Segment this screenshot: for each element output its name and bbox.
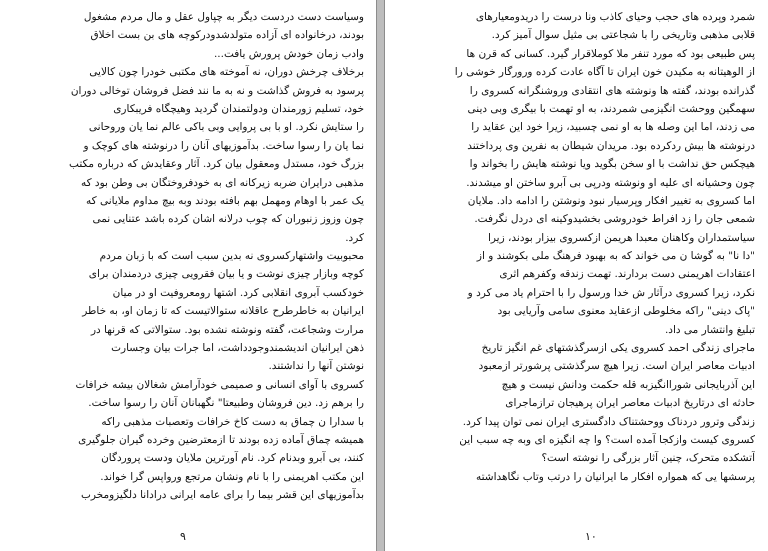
text-line: وادب زمان خودش پرورش یافت...: [213, 47, 364, 60]
left-page: [0, 0, 377, 551]
text-line: وسیاست دست دردست دیگر به چپاول عقل و مال مردم مشغول: [83, 11, 364, 23]
text-line: را برهم زد. دین فروشان وطبیعتا" نگهبانان آنان را رسوا ساخت.: [88, 397, 364, 410]
text-line: سهمگین ووحشت انگیزمی شمردند، به او تهمت با بیگری وبی دینی: [467, 102, 755, 115]
text-line: خودکسب آبروی انقلابی کرد. اشتها رومعروفیت او در میان: [112, 286, 364, 299]
text-line: آتشکده متحرک، چنین آثار بزرگی را نوشته است؟: [541, 452, 755, 465]
text-line: این آذربایجانی شوراانگیزبه قله حکمت ودانش نیست و هیچ: [501, 378, 755, 391]
page-gutter: [377, 0, 384, 551]
text-line: زندگی وترور دردناک ووحشتناک دادگستری ایران نمی توان پیدا کرد.: [462, 415, 755, 428]
text-line: پرسشها یی که همواره افکار ما ایرانیان را درتب وتاب نگاهداشته: [475, 470, 755, 483]
text-line: ایرانیان به خاطرطرح عاقلانه ستوالاتیست که تا زمان او، به خاطر: [82, 305, 364, 318]
left-page-text: [14, 8, 364, 505]
text-line: بزرگ خود، مستدل ومعقول بیان کرد. آثار وعقایدش که درباره مکتب: [69, 158, 364, 171]
text-line: شمرد وپرده های حجب وحیای کاذب ونا درست را دریدومعیارهای: [475, 11, 755, 23]
text-line: قلابی مذهبی وتاریخی را با شجاعتی بی مثیل سوال آمیز کرد.: [491, 29, 755, 42]
text-line: یک عمر با اوهام ومهمل بهم بافته بودند وبه بیچ مداوم ملایانی که: [86, 194, 364, 207]
text-line: "دا نا" به گوشا ن می خواند که به بهبود فرهنگ ملی بکوشند و از: [476, 250, 755, 263]
text-line: کرد.: [345, 231, 364, 244]
text-line: محبوبیت واشتهارکسروی نه بدین سبب است که با زبان مردم: [99, 250, 364, 263]
text-line: شمعی جان را زد افراط خودروشی بخشیدوکینه ای دردل نگرفت.: [474, 213, 755, 226]
text-line: حادثه ای درتاریخ ادبیات معاصر ایران پرهیجان ترازماجرای: [505, 397, 755, 410]
text-line: اعتقادات اهریمنی دست بردارند. تهمت زندقه وکفرهم اثری: [499, 268, 755, 281]
text-line: بودند، درخانواده ای آزاده متولدشدودرکوچه های بن بست اخلاق: [90, 29, 364, 42]
text-line: را ستایش نکرد. او با بی پروایی وبی باکی عالم نما یان وروحانی: [88, 121, 364, 134]
right-page-number: ۱۰: [585, 530, 597, 543]
text-line: از الوهیتانه به مکیدن خون ایران تا آگاه عادت کرده ورورگار خوشی را: [454, 66, 755, 79]
text-line: تبلیغ وانتشار می داد.: [664, 323, 755, 336]
text-line: چون وحشیانه ای علیه او ونوشته ودرپی بی آبرو ساختن او میشدند.: [466, 176, 755, 189]
text-line: ذهن ایرانیان اندیشمندوجودداشت، اما جرات بیان وجسارت: [111, 342, 364, 355]
text-line: مرارت وشجاعت، گفته ونوشته نشده بود. ستوالاتی که قرنها در: [90, 323, 364, 336]
text-line: بدآموزیهای این قشر بیما را برای عامه ایرانی درادانا دلگیزومخرب: [80, 489, 364, 502]
text-line: نما یان را رسوا ساخت. بدآموزیهای آنان را درنوشته های کوچک و: [83, 139, 364, 152]
text-line: "پاک دینی" راکه مخلوطی ازعقاید معنوی سامی وآریایی بود: [497, 305, 755, 318]
left-page-number: ۹: [180, 530, 186, 543]
text-line: درنوشته ها بیش ردکرده بود. مریدان شیطان به نفرین وی پرداختند: [467, 139, 755, 152]
text-line: با سدارا ن چماق به دست کاخ خرافات وتعصبات مذهبی راکه: [101, 415, 364, 428]
text-line: کوچه وبازار چیزی نوشت و یا بیان فقرویی چیزی دردمندان برای: [88, 268, 364, 281]
text-line: کنند، بی آبرو وبدنام کرد. نام آورترین ملایان ودست پروردگان: [101, 452, 364, 465]
text-line: کسروی کیست وازکجا آمده است؟ وا چه انگیزه ای وبه چه سبب این: [459, 433, 755, 446]
text-line: گذرانده بودند، گفته ها ونوشته های انتقادی وروشنگرانه کسروی را: [469, 84, 755, 97]
right-page: [384, 0, 768, 551]
text-line: خود، تسلیم زورمندان ودولتمندان گردید وهیچگاه فریبکاری: [113, 102, 364, 115]
text-line: کسروی با آوای انسانی و صمیمی خودآرامش شغالان بیشه خرافات: [75, 378, 364, 391]
text-line: ماجرای زندگی احمد کسروی یکی ازسرگذشتهای غم انگیز تاریخ: [481, 342, 755, 355]
text-line: ادبیات معاصر ایران است. زیرا هیچ سرگذشتی پرشورتر ازمعبود: [478, 360, 755, 373]
text-line: نکرد، زیرا کسروی درآثار ش خدا ورسول را با احترام یاد می کرد و: [467, 286, 755, 299]
text-line: مذهبی درایران ضربه زیرکانه ای به خودفروختگان بی وطن بود که: [80, 176, 364, 189]
text-line: پس طبیعی بود که مورد تنفر ملا کوملاقرار گیرد. کسانی که قرن ها: [466, 47, 755, 60]
text-line: نوشتن آنها را نداشتند.: [268, 360, 364, 373]
text-line: هیچکس حق نداشت با او سخن بگوید ویا نوشته هایش را بخواند وا: [469, 158, 755, 171]
text-line: همیشه چماق آماده زده بودند تا ازمعترضین وخرده گیران جلوگیری: [78, 433, 364, 446]
text-line: پرسود به فروش گذاشت و نه به ما نند فضل فروشان توخالی دوران: [70, 84, 364, 97]
text-line: این مکتب اهریمنی را با نام ونشان مرتجع ورواپس گرا خواند.: [100, 470, 364, 483]
right-page-text: [405, 8, 755, 486]
text-line: چون وزوز زنبوران که چوب درلانه اشان کرده باشد عتنایی نمی: [92, 213, 364, 226]
text-line: برخلاف چرخش دوران، نه آموخته های مکتبی خودرا چون کالایی: [89, 66, 364, 79]
text-line: اما کسروی به تغییر افکار وپرسیار نبود ونوشتن را ادامه داد. ملایان: [467, 194, 755, 207]
text-line: می زدند، اما این وصله ها به او نمی چسبید، زیرا خود این عقاید را: [471, 121, 755, 134]
text-line: سیاستمداران وکاهنان معبدا هریمن ازکسروی بیزار بودند، زیرا: [487, 231, 755, 244]
